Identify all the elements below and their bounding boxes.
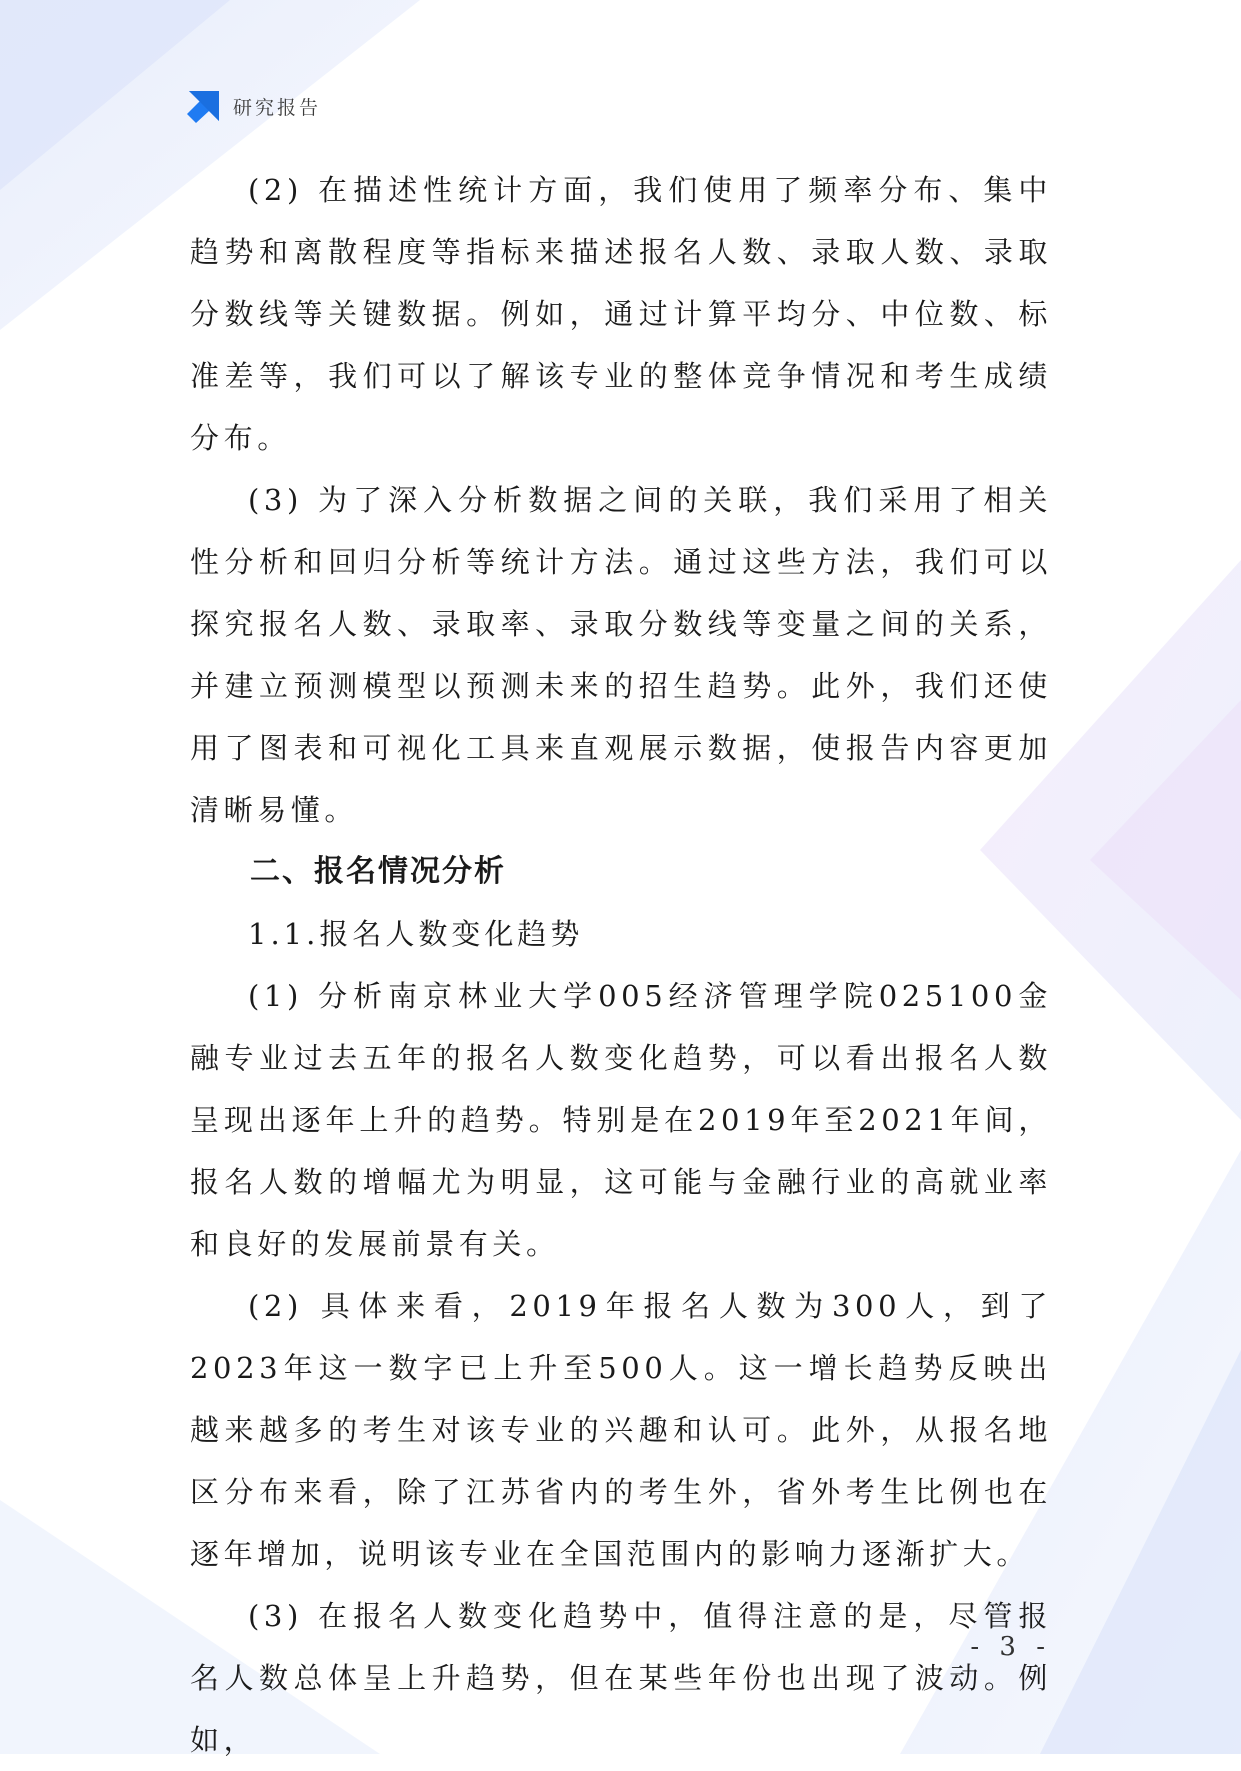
- paragraph: (1) 分析南京林业大学005经济管理学院025100金融专业过去五年的报名人数变化趋势，可以看出报名人数呈现出逐年上升的趋势。特别是在2019年至2021年间，报名人数的增幅尤为明显，这可能与金融行业的高就业率和良好的发展前景有关。: [190, 979, 1052, 1261]
- page-number: - 3 -: [970, 1632, 1051, 1662]
- paragraph: (3) 在报名人数变化趋势中，值得注意的是，尽管报名人数总体呈上升趋势，但在某些年份也出现了波动。例如，: [190, 1599, 1052, 1757]
- arrow-logo-icon: [187, 89, 221, 123]
- subsection-heading: 1.1.报名人数变化趋势: [248, 917, 584, 951]
- header-title: 研究报告: [233, 96, 322, 119]
- paragraph: (2) 在描述性统计方面，我们使用了频率分布、集中趋势和离散程度等指标来描述报名人数、录取人数、录取分数线等关键数据。例如，通过计算平均分、中位数、标准差等，我们可以了解该专业的整体竞争情况和考生成绩分布。: [190, 173, 1052, 455]
- paragraph: (3) 为了深入分析数据之间的关联，我们采用了相关性分析和回归分析等统计方法。通过这些方法，我们可以探究报名人数、录取率、录取分数线等变量之间的关系，并建立预测模型以预测未来的招生趋势。此外，我们还使用了图表和可视化工具来直观展示数据，使报告内容更加清晰易懂。: [190, 483, 1052, 827]
- document-body: [190, 159, 1052, 1771]
- section-heading: 二、报名情况分析: [250, 854, 506, 889]
- report-header: [187, 88, 321, 124]
- paragraph: (2) 具体来看，2019年报名人数为300人，到了2023年这一数字已上升至500人。这一增长趋势反映出越来越多的考生对该专业的兴趣和认可。此外，从报名地区分布来看，除了江苏省内的考生外，省外考生比例也在逐年增加，说明该专业在全国范围内的影响力逐渐扩大。: [190, 1289, 1052, 1571]
